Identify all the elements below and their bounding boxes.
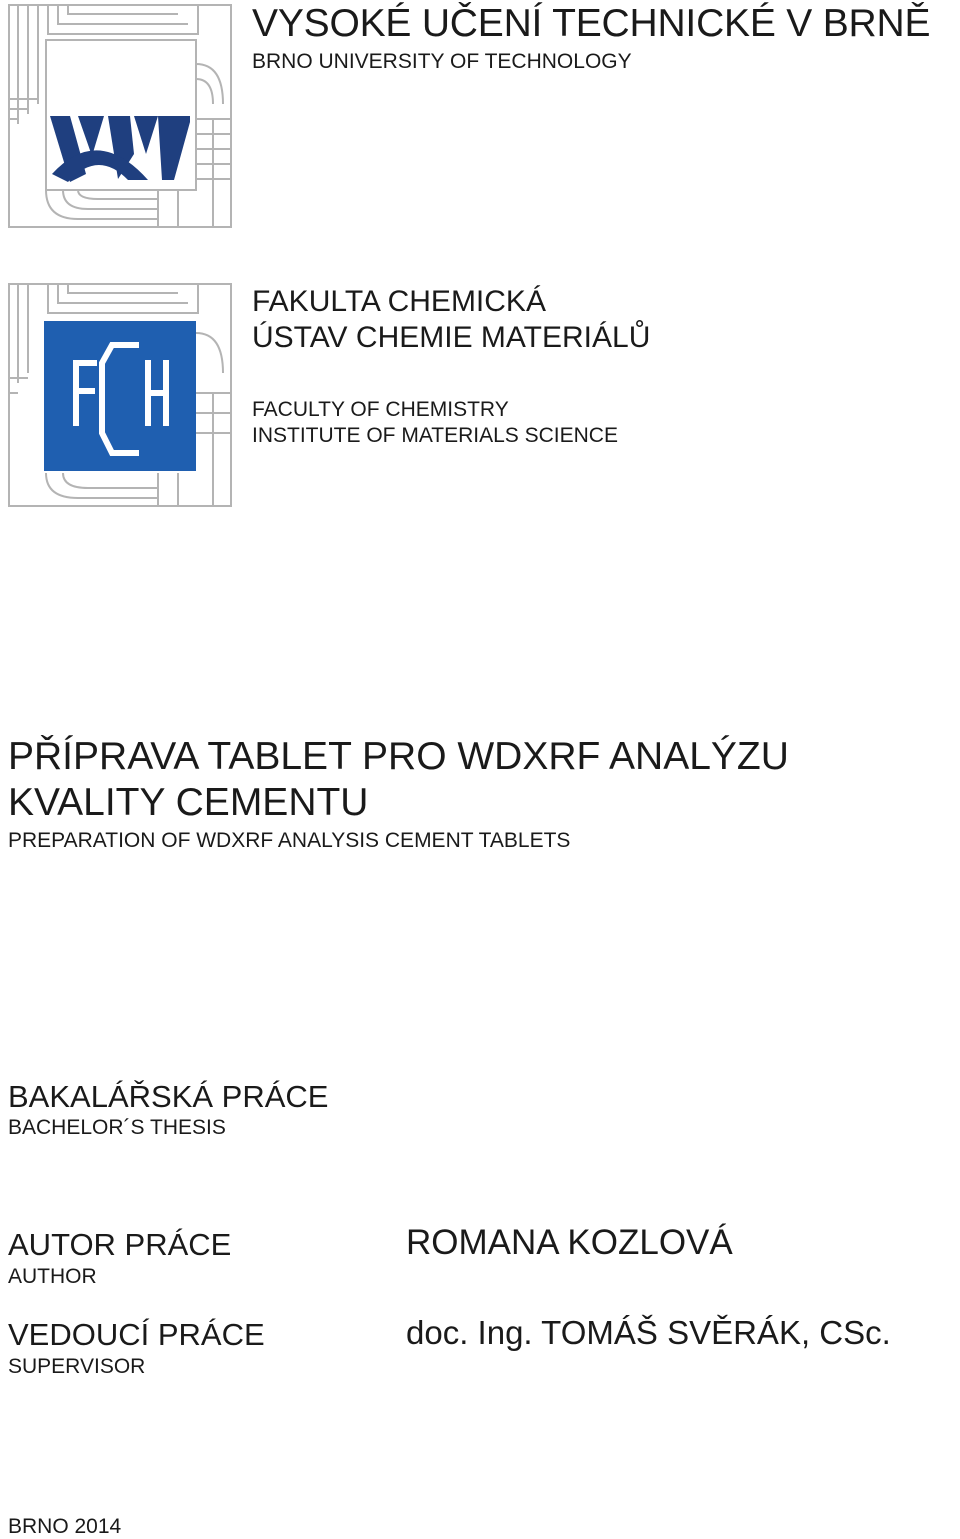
thesis-title-en: PREPARATION OF WDXRF ANALYSIS CEMENT TABLETS [8, 829, 571, 852]
university-name-en: BRNO UNIVERSITY OF TECHNOLOGY [252, 50, 632, 73]
author-name: ROMANA KOZLOVÁ [406, 1223, 733, 1262]
faculty-name-cz: FAKULTA CHEMICKÁ [252, 285, 546, 318]
institute-name-en: INSTITUTE OF MATERIALS SCIENCE [252, 424, 618, 447]
fch-logo-icon [8, 283, 232, 507]
supervisor-label-en: SUPERVISOR [8, 1355, 146, 1378]
university-name-cz: VYSOKÉ UČENÍ TECHNICKÉ V BRNĚ [252, 2, 931, 45]
faculty-block-en [252, 397, 618, 449]
faculty-block-cz [252, 284, 650, 356]
author-label-en: AUTHOR [8, 1265, 97, 1288]
thesis-type-en: BACHELOR´S THESIS [8, 1116, 226, 1139]
vut-logo-icon [8, 4, 232, 228]
thesis-title-cz-line1: PŘÍPRAVA TABLET PRO WDXRF ANALÝZU [8, 735, 789, 778]
author-label-cz: AUTOR PRÁCE [8, 1227, 232, 1262]
thesis-title-cz-line2: KVALITY CEMENTU [8, 781, 369, 824]
institute-name-cz: ÚSTAV CHEMIE MATERIÁLŮ [252, 321, 651, 354]
supervisor-label-cz: VEDOUCÍ PRÁCE [8, 1317, 265, 1352]
faculty-name-en: FACULTY OF CHEMISTRY [252, 398, 509, 421]
thesis-title-cz [8, 734, 789, 826]
supervisor-name: doc. Ing. TOMÁŠ SVĚRÁK, CSc. [406, 1314, 891, 1351]
place-year: BRNO 2014 [8, 1515, 122, 1538]
thesis-type-cz: BAKALÁŘSKÁ PRÁCE [8, 1079, 329, 1114]
